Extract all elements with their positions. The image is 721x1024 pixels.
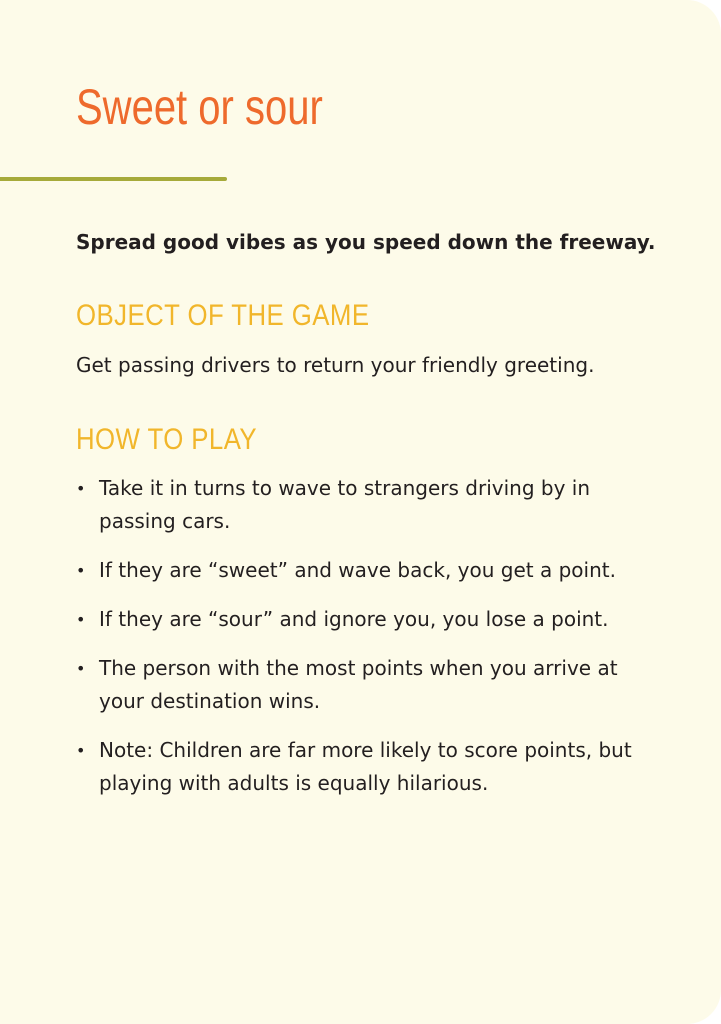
rule-item bbox=[76, 554, 636, 587]
rule-text: Note: Children are far more likely to score points, but playing with adults is equally hilarious. bbox=[99, 738, 632, 795]
how-to-play-heading: HOW TO PLAY bbox=[76, 423, 258, 456]
bullet-icon: • bbox=[76, 561, 86, 580]
card-title: Sweet or sour bbox=[76, 79, 323, 135]
rule-item bbox=[76, 472, 636, 538]
rule-item bbox=[76, 652, 636, 718]
intro-text: Spread good vibes as you speed down the freeway. bbox=[76, 230, 656, 254]
rule-text: The person with the most points when you arrive at your destination wins. bbox=[99, 656, 618, 713]
bullet-icon: • bbox=[76, 610, 86, 629]
rule-text: If they are “sweet” and wave back, you get a point. bbox=[99, 558, 616, 582]
rule-text: If they are “sour” and ignore you, you lose a point. bbox=[99, 607, 609, 631]
object-heading: OBJECT OF THE GAME bbox=[76, 299, 370, 332]
objective-text: Get passing drivers to return your friendly greeting. bbox=[76, 353, 595, 377]
rule-text: Take it in turns to wave to strangers driving by in passing cars. bbox=[99, 476, 590, 533]
bullet-icon: • bbox=[76, 741, 86, 760]
bullet-icon: • bbox=[76, 479, 86, 498]
rule-item bbox=[76, 603, 636, 636]
bullet-icon: • bbox=[76, 659, 86, 678]
rule-item bbox=[76, 734, 636, 800]
title-divider bbox=[0, 177, 227, 181]
rules-list bbox=[76, 472, 636, 816]
